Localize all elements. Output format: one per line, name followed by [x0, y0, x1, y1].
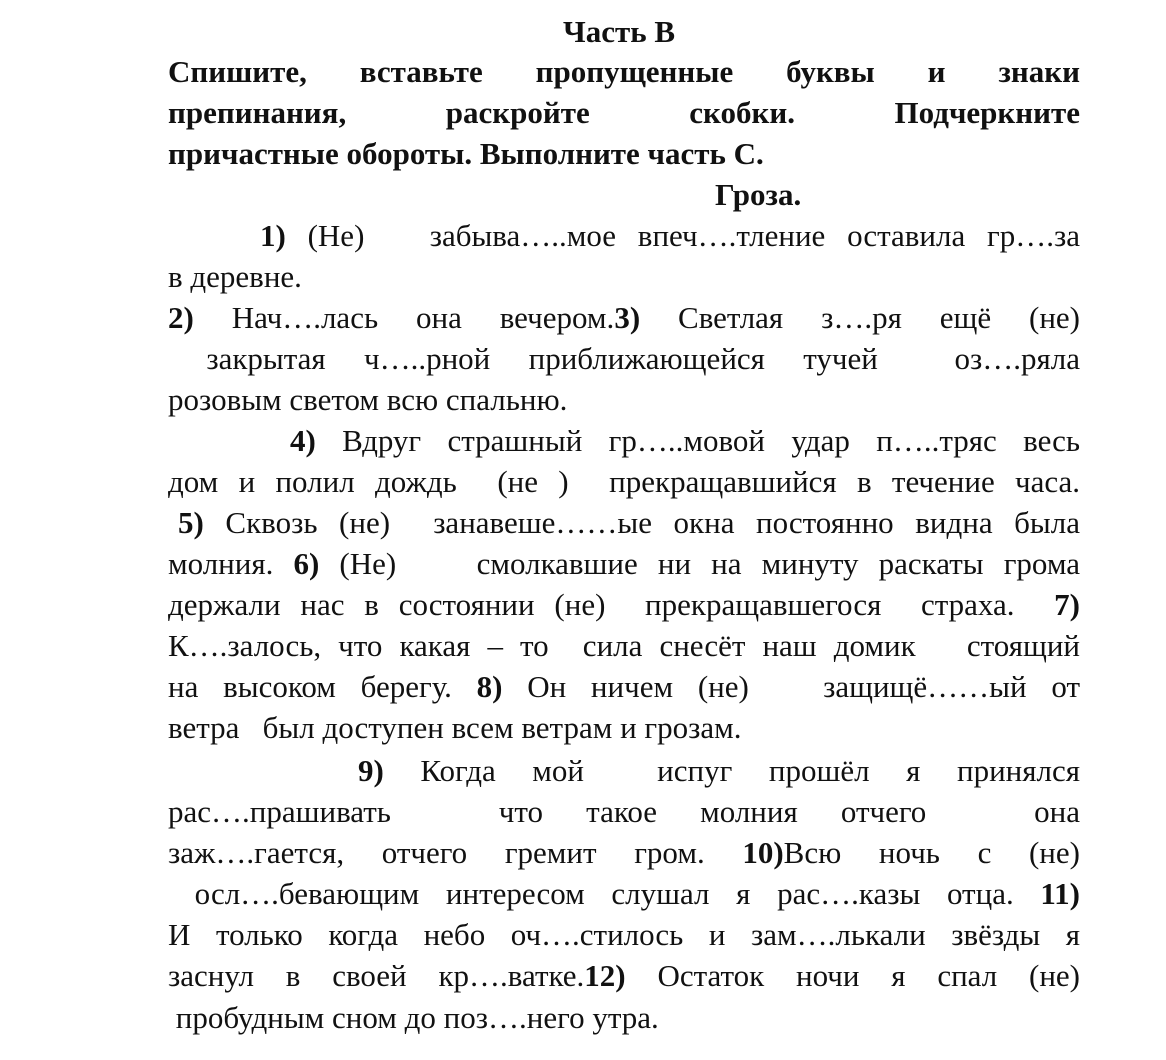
sentence-number: 9): [358, 753, 384, 788]
text-line-14: [358, 751, 1080, 791]
line-text: молния.: [168, 546, 294, 581]
text-line-8: [178, 503, 1080, 543]
text-line-7: дом и полил дождь (не ) прекращавшийся в течение часа.: [168, 464, 1080, 499]
sentence-number: 6): [293, 546, 320, 581]
text-line-18: И только когда небо оч….стилось и зам….лькали звёзды я: [168, 917, 1080, 952]
text-line-10: [168, 585, 1080, 625]
sentence-number: 3): [614, 300, 641, 335]
text-line-15: рас….прашивать что такое молния отчего она: [168, 794, 1080, 829]
text-line-1: [260, 216, 1080, 256]
line-text: держали нас в состоянии (не) прекращавшегося страха.: [168, 587, 1055, 622]
line-text: (Не) забыва…..мое впеч….тление оставила гр….за: [285, 218, 1080, 253]
sentence-number: 12): [584, 958, 626, 993]
line-text: на высоком берегу.: [168, 669, 477, 704]
line-text: Сквозь (не) занавеше……ые окна постоянно видна была: [203, 505, 1080, 540]
text-line-5: розовым светом всю спальню.: [168, 382, 568, 417]
instruction-line-1: Спишите, вставьте пропущенные буквы и знаки: [168, 54, 1080, 89]
line-text: Всю ночь с (не): [783, 835, 1080, 870]
text-line-6: [290, 421, 1080, 461]
line-text: Нач….лась она вечером.: [193, 300, 615, 335]
text-line-2: в деревне.: [168, 259, 302, 294]
instruction-line-2: препинания, раскройте скобки. Подчеркните: [168, 95, 1080, 130]
line-text: Вдруг страшный гр…..мовой удар п…..тряс весь: [315, 423, 1080, 458]
sentence-number: 7): [1054, 587, 1080, 622]
line-text: Он ничем (не) защищё……ый от: [502, 669, 1080, 704]
text-line-16: [168, 833, 1080, 873]
text-line-17: [168, 874, 1080, 914]
text-line-3: [168, 298, 1080, 338]
line-text: Остаток ночи я спал (не): [625, 958, 1080, 993]
sentence-number: 11): [1040, 876, 1080, 911]
line-text: осл….бевающим интересом слушал я рас….казы отца.: [168, 876, 1041, 911]
text-line-11: К….залось, что какая – то сила снесёт наш домик стоящий: [168, 628, 1080, 663]
instruction-line-3: причастные обороты. Выполните часть С.: [168, 136, 764, 171]
line-text: Когда мой испуг прошёл я принялся: [383, 753, 1080, 788]
line-text: заснул в своей кр….ватке.: [168, 958, 585, 993]
text-line-9: [168, 544, 1080, 584]
text-line-13: ветра был доступен всем ветрам и грозам.: [168, 710, 742, 745]
part-title: Часть В: [563, 14, 676, 49]
text-line-19: [168, 956, 1080, 996]
line-text: Светлая з….ря ещё (не): [640, 300, 1081, 335]
line-text: заж….гается, отчего гремит гром.: [168, 835, 743, 870]
line-text: (Не) смолкавшие ни на минуту раскаты грома: [319, 546, 1080, 581]
text-title: Гроза.: [715, 177, 802, 212]
sentence-number: 5): [178, 505, 204, 540]
sentence-number: 8): [476, 669, 503, 704]
sentence-number: 1): [260, 218, 286, 253]
sentence-number: 2): [168, 300, 194, 335]
sentence-number: 10): [742, 835, 784, 870]
sentence-number: 4): [290, 423, 316, 458]
text-line-12: [168, 667, 1080, 707]
text-line-4: закрытая ч…..рной приближающейся тучей оз….ряла: [168, 341, 1080, 376]
text-line-20: пробудным сном до поз….него утра.: [168, 1000, 659, 1035]
